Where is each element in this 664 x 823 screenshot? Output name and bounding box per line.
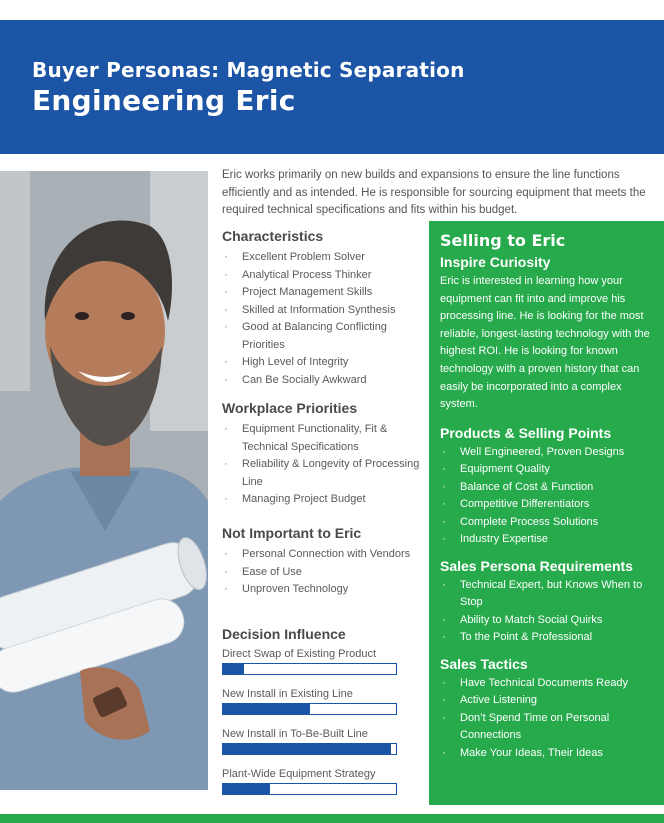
decision-item — [222, 767, 422, 795]
intro-paragraph: Eric works primarily on new builds and expansions to ensure the line functions efficiently and as intended. He is responsible for sourcing equipment that meets the required technical specifications and fits within his budget. — [222, 169, 646, 216]
list-item: · Ease of Use — [222, 564, 422, 582]
list-item: · Equipment Quality — [440, 461, 654, 479]
curiosity-heading: Inspire Curiosity — [440, 254, 551, 270]
influence-bar-fill — [223, 664, 244, 674]
list-item: · To the Point & Professional — [440, 629, 654, 647]
selling-title: Selling to Eric — [440, 231, 566, 250]
requirements-list — [440, 577, 654, 647]
list-item: · Good at Balancing Conflicting Priorities — [222, 319, 422, 354]
characteristics-heading: Characteristics — [222, 228, 324, 244]
header-subtitle: Buyer Personas: Magnetic Separation — [32, 58, 465, 82]
list-item: · Competitive Differentiators — [440, 496, 654, 514]
workplace-priorities-section — [222, 400, 422, 509]
list-item: · Project Management Skills — [222, 284, 422, 302]
selling-panel — [429, 221, 664, 805]
requirements-heading: Sales Persona Requirements — [440, 557, 633, 574]
list-item: · Balance of Cost & Function — [440, 479, 654, 497]
curiosity-text: Eric is interested in learning how your equipment can fit into and improve his processing line. He is looking for the most reliable, longest-lasting technology with the highest ROI. He is looking for known technology with a proven history that can easily be incorporated into a complex system. — [440, 275, 650, 411]
list-item: · Well Engineered, Proven Designs — [440, 444, 654, 462]
list-item: · Active Listening — [440, 692, 654, 710]
influence-bar — [222, 743, 397, 755]
list-item: · Unproven Technology — [222, 581, 422, 599]
workplace-priorities-heading: Workplace Priorities — [222, 400, 358, 416]
tactics-list — [440, 675, 654, 763]
decision-label: New Install in To-Be-Built Line — [222, 728, 368, 740]
influence-bar — [222, 663, 397, 675]
list-item: · Don’t Spend Time on Personal Connections — [440, 710, 654, 745]
header-banner — [0, 20, 664, 154]
list-item: · Equipment Functionality, Fit & Technical Specifications — [222, 421, 422, 456]
decision-label: Direct Swap of Existing Product — [222, 648, 377, 660]
list-item: · Excellent Problem Solver — [222, 249, 422, 267]
list-item: · Reliability & Longevity of Processing Line — [222, 456, 422, 491]
not-important-heading: Not Important to Eric — [222, 525, 362, 541]
page-title: Engineering Eric — [32, 84, 296, 117]
decision-influence-section — [222, 626, 422, 807]
decision-label: New Install in Existing Line — [222, 688, 353, 700]
list-item: · Make Your Ideas, Their Ideas — [440, 745, 654, 763]
not-important-section — [222, 525, 422, 599]
decision-influence-heading: Decision Influence — [222, 626, 346, 642]
list-item: · Have Technical Documents Ready — [440, 675, 654, 693]
tactics-heading: Sales Tactics — [440, 655, 528, 672]
decision-item — [222, 647, 422, 675]
list-item: · Industry Expertise — [440, 531, 654, 549]
products-heading: Products & Selling Points — [440, 424, 612, 441]
list-item: · Skilled at Information Synthesis — [222, 302, 422, 320]
persona-photo-illustration — [0, 171, 208, 790]
list-item: · Complete Process Solutions — [440, 514, 654, 532]
list-item: · Technical Expert, but Knows When to Stop — [440, 577, 654, 612]
influence-bar — [222, 783, 397, 795]
persona-photo — [0, 171, 208, 790]
list-item: · High Level of Integrity — [222, 354, 422, 372]
influence-bar-fill — [223, 704, 310, 714]
footer-bar — [0, 814, 664, 823]
products-list — [440, 444, 654, 549]
influence-bar — [222, 703, 397, 715]
workplace-priorities-list — [222, 421, 422, 509]
characteristics-section — [222, 228, 422, 389]
list-item: · Personal Connection with Vendors — [222, 546, 422, 564]
influence-bar-fill — [223, 784, 270, 794]
decision-item — [222, 727, 422, 755]
list-item: · Can Be Socially Awkward — [222, 372, 422, 390]
not-important-list — [222, 546, 422, 599]
characteristics-list — [222, 249, 422, 389]
list-item: · Analytical Process Thinker — [222, 267, 422, 285]
list-item: · Ability to Match Social Quirks — [440, 612, 654, 630]
list-item: · Managing Project Budget — [222, 491, 422, 509]
decision-label: Plant-Wide Equipment Strategy — [222, 768, 376, 780]
decision-item — [222, 687, 422, 715]
influence-bar-fill — [223, 744, 391, 754]
